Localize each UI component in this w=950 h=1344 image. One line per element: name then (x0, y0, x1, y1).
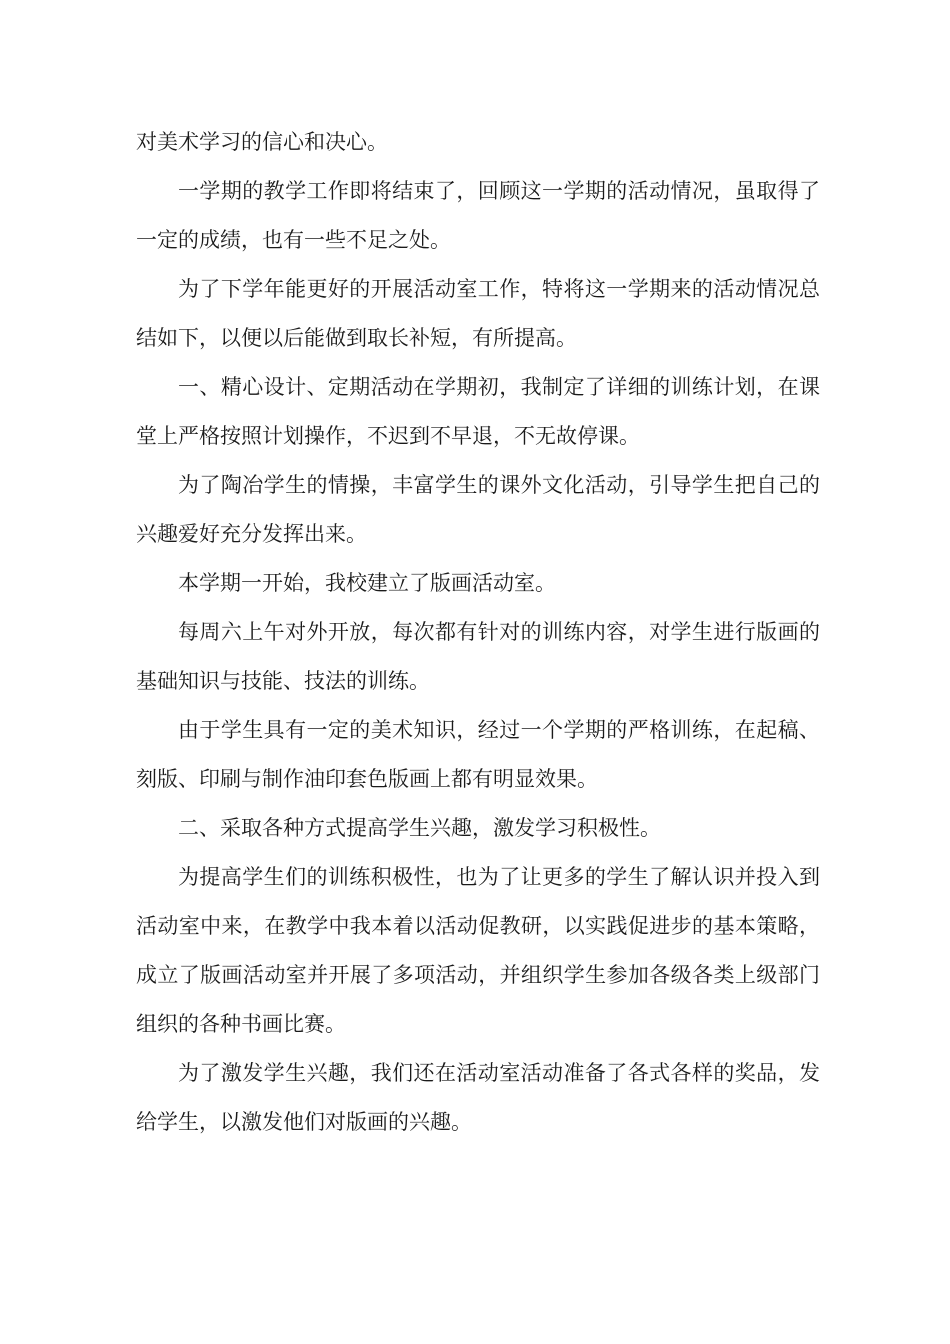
paragraph-9: 二、采取各种方式提高学生兴趣，激发学习积极性。 (178, 816, 661, 840)
paragraph-3: 为了下学年能更好的开展活动室工作，特将这一学期来的活动情况总结如下，以便以后能做到取长补短，有所提高。 (136, 277, 820, 350)
paragraph-4: 一、精心设计、定期活动在学期初，我制定了详细的训练计划，在课堂上严格按照计划操作，不迟到不早退，不无故停课。 (136, 375, 820, 448)
paragraph-10: 为提高学生们的训练积极性，也为了让更多的学生了解认识并投入到活动室中来，在教学中我本着以活动促教研，以实践促进步的基本策略，成立了版画活动室并开展了多项活动，并组织学生参加各级各类上级部门组织的各种书画比赛。 (136, 865, 820, 1036)
paragraph-8: 由于学生具有一定的美术知识，经过一个学期的严格训练，在起稿、刻版、印刷与制作油印套色版画上都有明显效果。 (136, 718, 820, 791)
paragraph-11: 为了激发学生兴趣，我们还在活动室活动准备了各式各样的奖品，发给学生，以激发他们对版画的兴趣。 (136, 1061, 820, 1134)
paragraph-1: 对美术学习的信心和决心。 (136, 130, 388, 154)
document-body (136, 118, 820, 1147)
paragraph-6: 本学期一开始，我校建立了版画活动室。 (178, 571, 556, 595)
paragraph-7: 每周六上午对外开放，每次都有针对的训练内容，对学生进行版画的基础知识与技能、技法的训练。 (136, 620, 820, 693)
paragraph-2: 一学期的教学工作即将结束了，回顾这一学期的活动情况，虽取得了一定的成绩，也有一些不足之处。 (136, 179, 820, 252)
paragraph-5: 为了陶冶学生的情操，丰富学生的课外文化活动，引导学生把自己的兴趣爱好充分发挥出来。 (136, 473, 820, 546)
